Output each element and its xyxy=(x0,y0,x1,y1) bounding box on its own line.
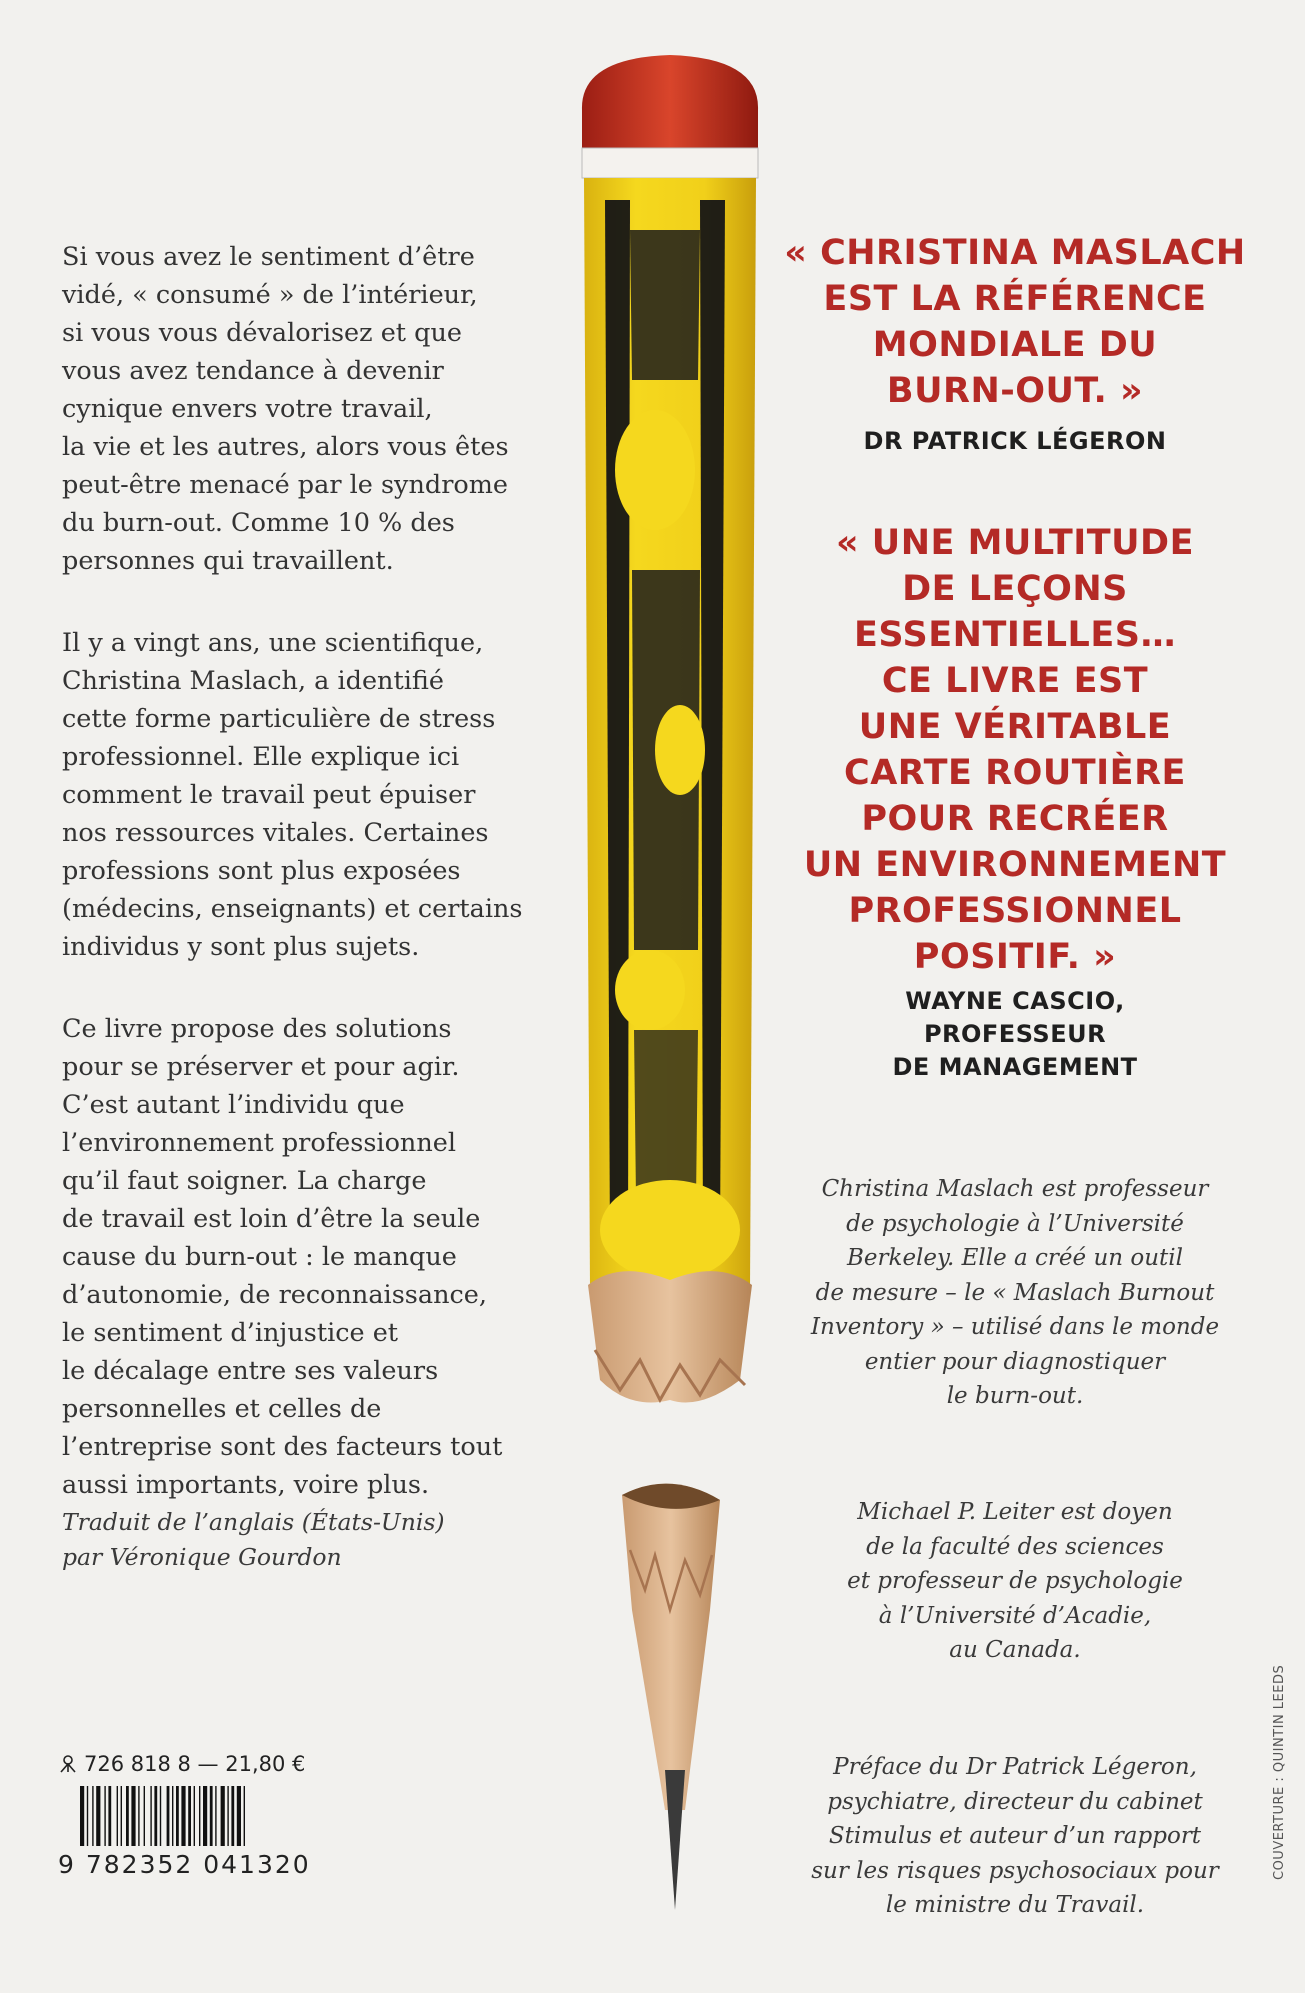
text-line: Ce livre propose des solutions xyxy=(62,1014,452,1044)
text-line: vous avez tendance à devenir xyxy=(62,356,444,386)
quote-line: UNE VÉRITABLE xyxy=(858,707,1172,747)
barcode-bar xyxy=(181,1786,185,1846)
barcode-bar xyxy=(176,1786,179,1846)
bio-line: de mesure – le « Maslach Burnout xyxy=(815,1279,1215,1306)
text-line: du burn-out. Comme 10 % des xyxy=(62,508,455,538)
bio-line: Michael P. Leiter est doyen xyxy=(857,1499,1173,1525)
barcode-bar xyxy=(227,1786,228,1846)
bio-line: et professeur de psychologie xyxy=(847,1568,1183,1594)
text-line: professions sont plus exposées xyxy=(62,856,461,886)
text-line: Il y a vingt ans, une scientifique, xyxy=(62,628,484,658)
bio-line: Berkeley. Elle a créé un outil xyxy=(847,1245,1183,1271)
text-line: (médecins, enseignants) et certains xyxy=(62,894,523,924)
quote-line: DE LEÇONS xyxy=(902,569,1128,609)
text-line: personnes qui travaillent. xyxy=(62,546,394,576)
quote-line: EST LA RÉFÉRENCE xyxy=(823,279,1207,319)
quote-attribution-legeron xyxy=(770,425,1260,458)
bio-line: entier pour diagnostiquer xyxy=(864,1348,1166,1375)
quote-line: ESSENTIELLES… xyxy=(854,615,1176,655)
text-line: C’est autant l’individu que xyxy=(62,1090,405,1120)
quote-line: PROFESSIONNEL xyxy=(848,891,1182,931)
barcode-bar xyxy=(126,1786,129,1846)
text-line: individus y sont plus sujets. xyxy=(62,932,420,962)
barcode-bar xyxy=(221,1786,225,1846)
text-line: de travail est loin d’être la seule xyxy=(62,1204,481,1234)
bio-line: de psychologie à l’Université xyxy=(846,1210,1184,1237)
text-line: pour se préserver et pour agir. xyxy=(62,1052,460,1082)
text-line: d’autonomie, de reconnaissance, xyxy=(62,1280,487,1310)
text-line: cynique envers votre travail, xyxy=(62,394,433,424)
barcode-bar xyxy=(92,1786,93,1846)
bio-line: de la faculté des sciences xyxy=(866,1533,1164,1560)
barcode-bar xyxy=(210,1786,213,1846)
price-text: 726 818 8 — 21,80 € xyxy=(84,1752,306,1776)
barcode-bar xyxy=(188,1786,191,1846)
attribution-line: DR PATRICK LÉGERON xyxy=(863,427,1167,455)
attribution-line: PROFESSEUR xyxy=(923,1020,1107,1048)
quote-line: POUR RECRÉER xyxy=(861,799,1169,839)
bio-line: Préface du Dr Patrick Légeron, xyxy=(833,1754,1197,1780)
attribution-line: WAYNE CASCIO, xyxy=(905,987,1125,1015)
bio-line: Christina Maslach est professeur xyxy=(821,1176,1209,1202)
text-line: Christina Maslach, a identifié xyxy=(62,666,444,696)
barcode-bar xyxy=(96,1786,100,1846)
quote-line: « CHRISTINA MASLACH xyxy=(784,233,1246,273)
text-line: qu’il faut soigner. La charge xyxy=(62,1166,427,1196)
translator-credit xyxy=(62,1505,552,1575)
barcode-bar xyxy=(108,1786,111,1846)
quote-line: CARTE ROUTIÈRE xyxy=(844,753,1186,793)
barcode-bar xyxy=(203,1786,207,1846)
barcode-bar xyxy=(244,1786,245,1846)
quote-line: CE LIVRE EST xyxy=(881,661,1149,701)
quote-line: « UNE MULTITUDE xyxy=(835,523,1194,563)
barcode-bar xyxy=(87,1786,88,1846)
barcode-bar xyxy=(194,1786,195,1846)
text-line: cause du burn-out : le manque xyxy=(62,1242,457,1272)
quote-line: MONDIALE DU xyxy=(872,325,1158,365)
summary-paragraph-2 xyxy=(62,624,552,966)
summary-text xyxy=(62,238,552,1548)
text-line: cette forme particulière de stress xyxy=(62,704,496,734)
text-line: comment le travail peut épuiser xyxy=(62,780,476,810)
text-line: professionnel. Elle explique ici xyxy=(62,742,460,772)
preface-credit xyxy=(770,1750,1260,1923)
quote-legeron xyxy=(770,230,1260,414)
barcode-bar xyxy=(167,1786,170,1846)
quote-attribution-cascio xyxy=(770,985,1260,1084)
barcode-bar xyxy=(121,1786,122,1846)
text-line: Traduit de l’anglais (États-Unis) xyxy=(62,1508,445,1536)
bio-line: psychiatre, directeur du cabinet xyxy=(827,1788,1203,1815)
barcode-bar xyxy=(160,1786,161,1846)
barcode-bar xyxy=(215,1786,216,1846)
bio-line: à l’Université d’Acadie, xyxy=(878,1602,1152,1629)
text-line: vidé, « consumé » de l’intérieur, xyxy=(62,280,478,310)
broken-pencil-illustration xyxy=(560,50,780,1920)
summary-paragraph-3 xyxy=(62,1010,552,1504)
barcode-bar xyxy=(131,1786,135,1846)
barcode-bar xyxy=(104,1786,105,1846)
bio-line: Inventory » – utilisé dans le monde xyxy=(810,1314,1220,1340)
bio-line: le ministre du Travail. xyxy=(885,1892,1145,1918)
text-line: l’entreprise sont des facteurs tout xyxy=(62,1432,503,1462)
quote-line: POSITIF. » xyxy=(913,937,1117,977)
price-line xyxy=(58,1752,305,1776)
attribution-line: DE MANAGEMENT xyxy=(892,1053,1138,1081)
publisher-logo-icon xyxy=(58,1754,78,1774)
bio-line: Stimulus et auteur d’un rapport xyxy=(828,1823,1202,1849)
text-line: l’environnement professionnel xyxy=(62,1128,457,1158)
text-line: aussi importants, voire plus. xyxy=(62,1470,430,1500)
text-line: Si vous avez le sentiment d’être xyxy=(62,242,475,272)
isbn-digits: 9 782352 041320 xyxy=(58,1850,311,1879)
text-line: peut-être menacé par le syndrome xyxy=(62,470,509,500)
barcode-bar xyxy=(144,1786,145,1846)
barcode-bar xyxy=(231,1786,234,1846)
barcode-bar xyxy=(199,1786,200,1846)
text-line: par Véronique Gourdon xyxy=(62,1543,342,1571)
barcode-bar xyxy=(117,1786,118,1846)
barcode xyxy=(80,1786,332,1846)
bio-maslach xyxy=(770,1172,1260,1414)
text-line: le décalage entre ses valeurs xyxy=(62,1356,439,1386)
text-line: nos ressources vitales. Certaines xyxy=(62,818,489,848)
cover-credit: COUVERTURE : QUINTIN LEEDS xyxy=(1272,1664,1287,1880)
text-line: le sentiment d’injustice et xyxy=(62,1318,399,1348)
quote-cascio xyxy=(770,520,1260,980)
bio-line: sur les risques psychosociaux pour xyxy=(811,1857,1219,1884)
bio-line: au Canada. xyxy=(949,1637,1081,1663)
barcode-bar xyxy=(80,1786,84,1846)
text-line: la vie et les autres, alors vous êtes xyxy=(62,432,509,462)
quote-line: BURN-OUT. » xyxy=(886,371,1144,411)
barcode-bar xyxy=(172,1786,173,1846)
barcode-bar xyxy=(154,1786,157,1846)
text-line: personnelles et celles de xyxy=(62,1394,382,1424)
text-line: si vous vous dévalorisez et que xyxy=(62,318,462,348)
barcode-bar xyxy=(138,1786,139,1846)
bio-line: le burn-out. xyxy=(946,1383,1084,1409)
quote-line: UN ENVIRONNEMENT xyxy=(803,845,1227,885)
summary-paragraph-1 xyxy=(62,238,552,580)
barcode-bar xyxy=(150,1786,151,1846)
barcode-bar xyxy=(237,1786,241,1846)
bio-leiter xyxy=(770,1495,1260,1668)
